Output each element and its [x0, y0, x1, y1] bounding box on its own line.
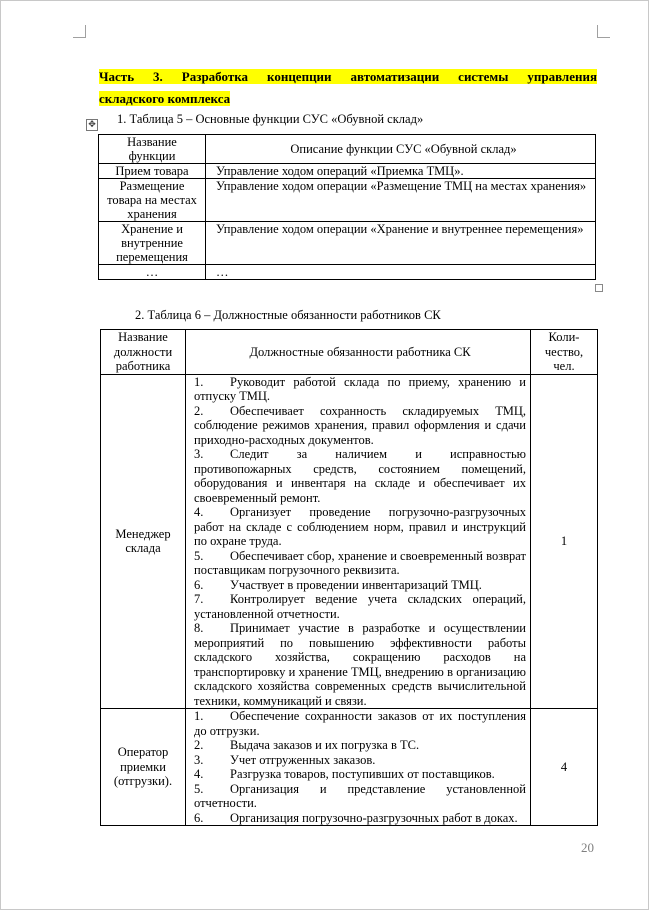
- table-row: [99, 222, 596, 265]
- headcount: 1: [531, 374, 598, 709]
- table-row: [99, 164, 596, 179]
- duty-item: 4. Разгрузка товаров, поступивших от поставщиков.: [194, 767, 495, 781]
- function-name: Прием товара: [99, 164, 206, 179]
- function-description: Управление ходом операции «Хранение и внутреннее перемещения»: [206, 222, 596, 265]
- duty-item: 5. Обеспечивает сбор, хранение и своевременный возврат поставщикам погрузочного реквизита.: [194, 548, 526, 577]
- table-header-row: [101, 330, 598, 375]
- function-description: …: [206, 265, 596, 280]
- table-row: [99, 265, 596, 280]
- position-name: Оператор приемки (отгрузки).: [101, 709, 186, 826]
- heading-line-2: складского комплекса: [99, 91, 231, 106]
- duty-item: 2. Обеспечивает сохранность складируемых ТМЦ, соблюдение режимов хранения, правил оформления и сдачи приходно-расходных документов.: [194, 403, 526, 447]
- heading-line-1: Часть 3. Разработка концепции автоматизации системы управления: [99, 69, 597, 84]
- margin-corner-mark: [73, 25, 86, 38]
- function-name: Размещение товара на местах хранения: [99, 179, 206, 222]
- page-number: 20: [581, 840, 594, 855]
- table-resize-handle[interactable]: [595, 284, 603, 292]
- position-name: Менеджер склада: [101, 374, 186, 709]
- duty-item: 4. Организует проведение погрузочно-разгрузочных работ на складе с соблюдением норм, правил и инструкций по охране труда.: [194, 505, 526, 548]
- function-name: …: [99, 265, 206, 280]
- table-header-cell: Описание функции СУС «Обувной склад»: [206, 135, 596, 164]
- duty-item: 3. Следит за наличием и исправностью противопожарных средств, состоянием помещений, оборудования и инвентаря на складе и обеспечивает их своевременный ремонт.: [194, 447, 526, 505]
- table6: [100, 329, 598, 826]
- table-header-row: [99, 135, 596, 164]
- move-arrows-icon[interactable]: ✥: [86, 119, 98, 131]
- margin-corner-mark: [597, 25, 610, 38]
- table-row: [101, 374, 598, 709]
- duty-item: 3. Учет отгруженных заказов.: [194, 752, 376, 767]
- headcount: 4: [531, 709, 598, 826]
- table-header-cell: Должностные обязанности работника СК: [186, 330, 531, 375]
- duty-item: 6. Участвует в проведении инвентаризаций ТМЦ.: [194, 577, 482, 592]
- table-header-cell: Коли-чество, чел.: [531, 330, 598, 375]
- table-row: [101, 709, 598, 826]
- duty-item: 2. Выдача заказов и их погрузка в ТС.: [194, 738, 420, 752]
- table5: [98, 134, 596, 280]
- duties-cell: [186, 709, 531, 826]
- duty-item: 6. Организация погрузочно-разгрузочных работ в доках.: [194, 810, 518, 825]
- duty-item: 7. Контролирует ведение учета складских операций, установленной отчетности.: [194, 592, 526, 621]
- table5-caption: 1. Таблица 5 – Основные функции СУС «Обувной склад»: [117, 112, 424, 126]
- function-description: Управление ходом операции «Размещение ТМЦ на местах хранения»: [206, 179, 596, 222]
- duty-item: 8. Принимает участие в разработке и осуществлении мероприятий по повышению эффективности работы складского хозяйства, сокращению расходов на транспортировку и хранение ТМЦ, внедрению в организацию складского хозяйства современных средств вычислительной техники, коммуникаций и связи.: [194, 621, 526, 708]
- function-name: Хранение и внутренние перемещения: [99, 222, 206, 265]
- section-heading: [99, 66, 597, 110]
- duties-cell: [186, 374, 531, 709]
- table-row: [99, 179, 596, 222]
- function-description: Управление ходом операций «Приемка ТМЦ».: [206, 164, 596, 179]
- duty-item: 5. Организация и представление установленной отчетности.: [194, 781, 526, 810]
- table6-caption: 2. Таблица 6 – Должностные обязанности работников СК: [135, 308, 441, 322]
- table-header-cell: Название функции: [99, 135, 206, 164]
- duty-item: 1. Руководит работой склада по приему, хранению и отпуску ТМЦ.: [194, 374, 526, 403]
- table-header-cell: Название должности работника: [101, 330, 186, 375]
- duty-item: 1. Обеспечение сохранности заказов от их поступления до отгрузки.: [194, 709, 526, 738]
